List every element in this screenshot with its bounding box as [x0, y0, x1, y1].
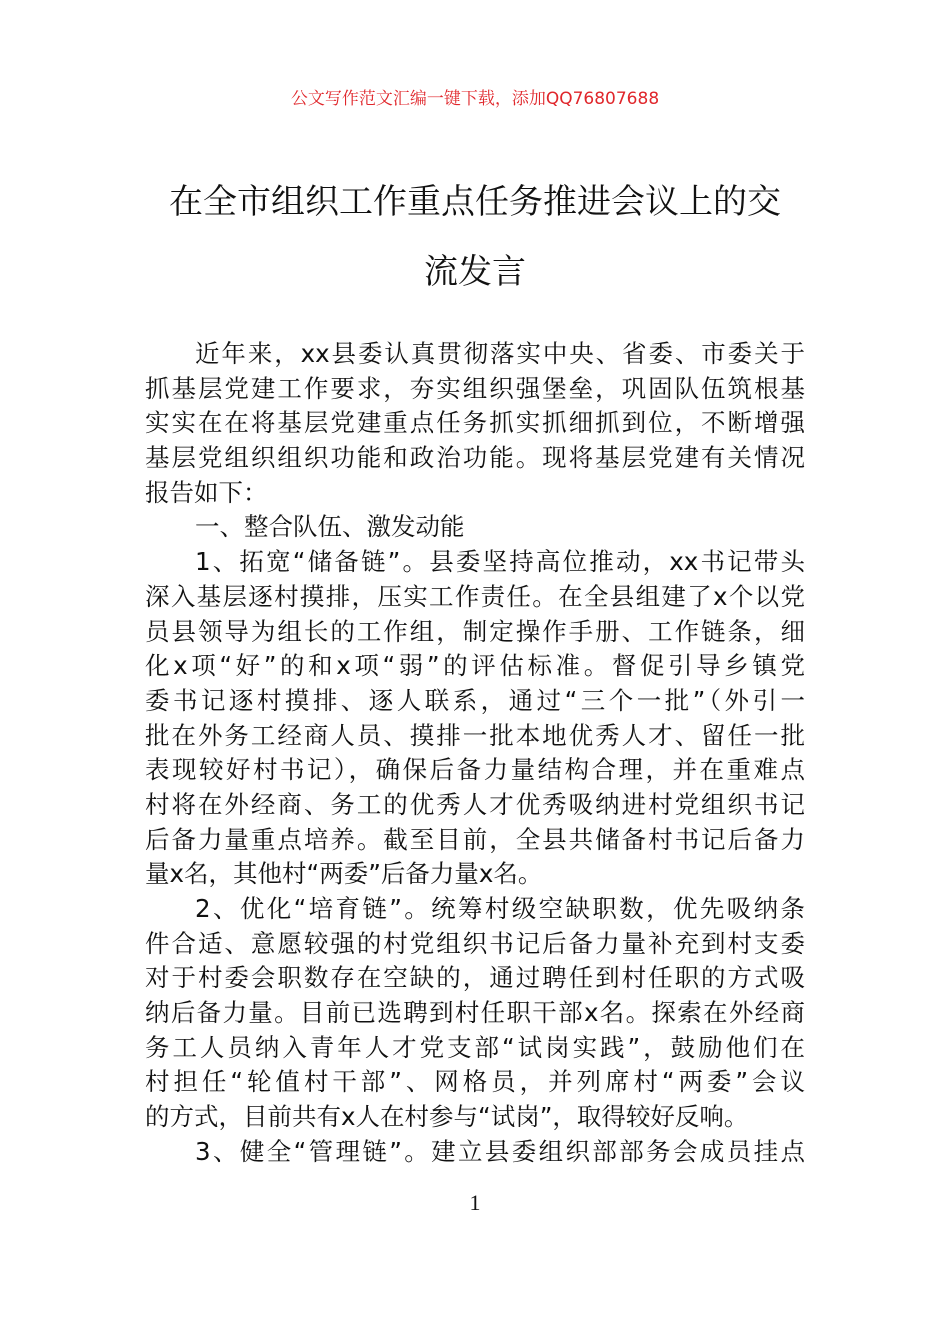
- page-number: 1: [469, 1190, 481, 1215]
- text-line: 委书记逐村摸排、逐人联系，通过“三个一批”（外引一: [145, 685, 805, 715]
- text-line: 实实在在将基层党建重点任务抓实抓细抓到位，不断增强: [145, 408, 805, 438]
- text-line: 表现较好村书记），确保后备力量结构合理，并在重难点: [145, 755, 805, 785]
- text-line: 3、健全“管理链”。建立县委组织部部务会成员挂点: [195, 1136, 805, 1166]
- document-title-line-1: 在全市组织工作重点任务推进会议上的交: [169, 182, 781, 222]
- document-title-line-2: 流发言: [424, 252, 526, 292]
- text-line: 村将在外经商、务工的优秀人才优秀吸纳进村党组织书记: [145, 789, 805, 819]
- paragraph: [145, 337, 805, 510]
- text-line: 近年来，xx县委认真贯彻落实中央、省委、市委关于: [195, 339, 805, 368]
- paragraph: [145, 892, 805, 1135]
- text-line: 量x名，其他村“两委”后备力量x名。: [145, 859, 543, 889]
- text-line: 2、优化“培育链”。统筹村级空缺职数，优先吸纳条: [195, 894, 805, 923]
- text-line: 件合适、意愿较强的村党组织书记后备力量补充到村支委: [145, 928, 805, 958]
- text-line: 村担任“轮值村干部”、网格员，并列席村“两委”会议: [145, 1067, 805, 1097]
- paragraph: [145, 510, 805, 545]
- text-line: 一、整合队伍、激发动能: [195, 512, 465, 542]
- text-line: 批在外务工经商人员、摸排一批本地优秀人才、留任一批: [145, 720, 805, 750]
- paragraph: [145, 1135, 805, 1170]
- text-line: 1、拓宽“储备链”。县委坚持高位推动，xx书记带头: [195, 547, 805, 577]
- text-line: 抓基层党建工作要求，夯实组织强堡垒，巩固队伍筑根基: [145, 373, 805, 403]
- text-line: 报告如下：: [145, 477, 268, 507]
- paragraph: [145, 545, 805, 892]
- text-line: 员县领导为组长的工作组，制定操作手册、工作链条，细: [145, 616, 805, 646]
- text-line: 的方式，目前共有x人在村参与“试岗”，取得较好反响。: [145, 1102, 749, 1132]
- text-line: 对于村委会职数存在空缺的，通过聘任到村任职的方式吸: [145, 963, 805, 993]
- watermark-text: 公文写作范文汇编一键下载，添加QQ76807688: [290, 89, 660, 109]
- text-line: 基层党组织组织功能和政治功能。现将基层党建有关情况: [145, 443, 805, 473]
- document-body: [145, 337, 805, 1170]
- text-line: 深入基层逐村摸排，压实工作责任。在全县组建了x个以党: [145, 581, 805, 611]
- text-line: 务工人员纳入青年人才党支部“试岗实践”，鼓励他们在: [145, 1032, 805, 1062]
- text-line: 化x项“好”的和x项“弱”的评估标准。督促引导乡镇党: [145, 651, 805, 681]
- text-line: 纳后备力量。目前已选聘到村任职干部x名。探索在外经商: [145, 998, 805, 1028]
- text-line: 后备力量重点培养。截至目前，全县共储备村书记后备力: [145, 824, 805, 854]
